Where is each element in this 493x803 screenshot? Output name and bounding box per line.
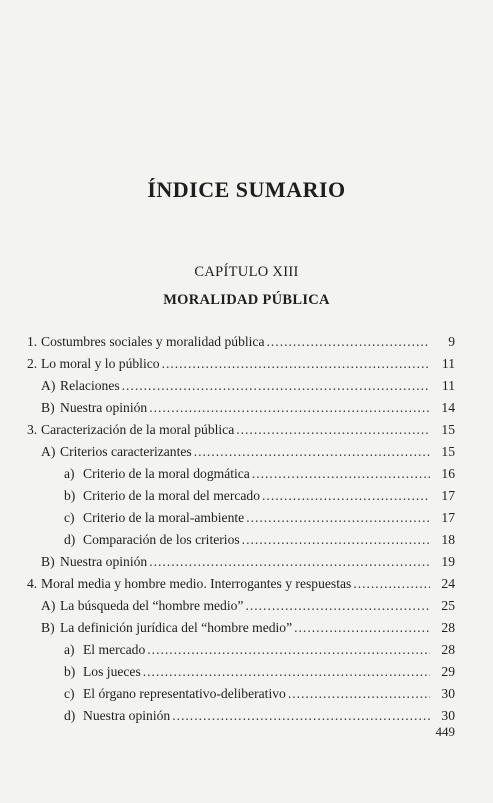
index-title: ÍNDICE SUMARIO [147, 177, 346, 202]
entry-page: 15 [441, 444, 455, 459]
entry-text: Criterio de la moral del mercado [83, 488, 261, 503]
dot-leader [149, 553, 430, 571]
entry-number: a) [64, 466, 75, 481]
dot-leader [267, 333, 431, 351]
toc-entry [27, 421, 455, 439]
entry-number: b) [64, 488, 76, 503]
entry-text: Lo moral y lo público [41, 356, 160, 371]
entry-number: a) [64, 642, 75, 657]
toc-entry [64, 707, 455, 725]
entry-number: B) [41, 554, 55, 569]
toc-entry [64, 641, 455, 659]
entry-text: Criterios caracterizantes [60, 444, 192, 459]
entry-number: b) [64, 664, 76, 679]
entry-text: Caracterización de la moral pública [41, 422, 235, 437]
dot-leader [147, 641, 430, 659]
page-folio: 449 [435, 724, 455, 739]
dot-leader [288, 685, 430, 703]
entry-page: 25 [441, 598, 455, 613]
entry-text: Nuestra opinión [83, 708, 171, 723]
dot-leader [294, 619, 430, 637]
entry-page: 11 [441, 356, 455, 371]
toc-entry [41, 597, 455, 615]
toc-entry [41, 619, 455, 637]
toc-entry [64, 663, 455, 681]
entry-text: Nuestra opinión [60, 400, 148, 415]
entry-page: 28 [441, 620, 455, 635]
section-heading: MORALIDAD PÚBLICA [163, 292, 330, 308]
dot-leader [236, 421, 430, 439]
entry-number: d) [64, 532, 76, 547]
entry-number: d) [64, 708, 76, 723]
entry-text: Los jueces [83, 664, 141, 679]
toc-entry [64, 465, 455, 483]
entry-page: 17 [441, 510, 455, 525]
dot-leader [194, 443, 430, 461]
entry-number: 1. [27, 334, 38, 349]
entry-text: Criterio de la moral dogmática [83, 466, 250, 481]
entry-page: 18 [441, 532, 455, 547]
entry-page: 24 [441, 576, 455, 591]
entry-page: 9 [448, 334, 455, 349]
entry-text: Nuestra opinión [60, 554, 148, 569]
dot-leader [246, 509, 430, 527]
dot-leader [252, 465, 430, 483]
dot-leader [245, 597, 430, 615]
entry-text: El mercado [83, 642, 146, 657]
entry-number: 3. [27, 422, 38, 437]
chapter-heading: CAPÍTULO XIII [194, 264, 299, 280]
entry-text: Costumbres sociales y moralidad pública [41, 334, 265, 349]
toc-entry [64, 685, 455, 703]
dot-leader [149, 399, 430, 417]
dot-leader [122, 377, 430, 395]
toc-entry [27, 575, 455, 593]
entry-number: 2. [27, 356, 38, 371]
toc-entry [41, 443, 455, 461]
entry-number: A) [41, 444, 56, 459]
entry-text: El órgano representativo-deliberativo [83, 686, 286, 701]
toc-entry [27, 355, 455, 373]
entry-page: 29 [441, 664, 455, 679]
entry-text: Relaciones [60, 378, 120, 393]
toc-entry [41, 377, 455, 395]
entry-page: 14 [441, 400, 455, 415]
entry-page: 19 [441, 554, 455, 569]
entry-page: 30 [441, 708, 455, 723]
toc-entry [41, 399, 455, 417]
dot-leader [172, 707, 430, 725]
entry-number: B) [41, 620, 55, 635]
toc-entry [41, 553, 455, 571]
entry-text: Criterio de la moral-ambiente [83, 510, 245, 525]
entry-number: c) [64, 686, 75, 701]
entry-page: 30 [441, 686, 455, 701]
toc-entry [27, 333, 455, 351]
toc-entry [64, 531, 455, 549]
entry-number: 4. [27, 576, 38, 591]
entry-page: 15 [441, 422, 455, 437]
dot-leader [353, 575, 430, 593]
toc-entry [64, 487, 455, 505]
entry-number: c) [64, 510, 75, 525]
entry-text: La búsqueda del “hombre medio” [60, 598, 244, 613]
entry-text: La definición jurídica del “hombre medio” [60, 620, 293, 635]
entry-number: A) [41, 378, 56, 393]
entry-page: 16 [441, 466, 455, 481]
entry-page: 17 [441, 488, 455, 503]
toc-entry [64, 509, 455, 527]
entry-text: Comparación de los criterios [83, 532, 240, 547]
entry-text: Moral media y hombre medio. Interrogantes y respuestas [41, 576, 352, 591]
dot-leader [162, 355, 430, 373]
entry-number: A) [41, 598, 56, 613]
dot-leader [242, 531, 430, 549]
dot-leader [143, 663, 430, 681]
entry-number: B) [41, 400, 55, 415]
entry-page: 28 [441, 642, 455, 657]
entry-page: 11 [441, 378, 455, 393]
dot-leader [262, 487, 430, 505]
